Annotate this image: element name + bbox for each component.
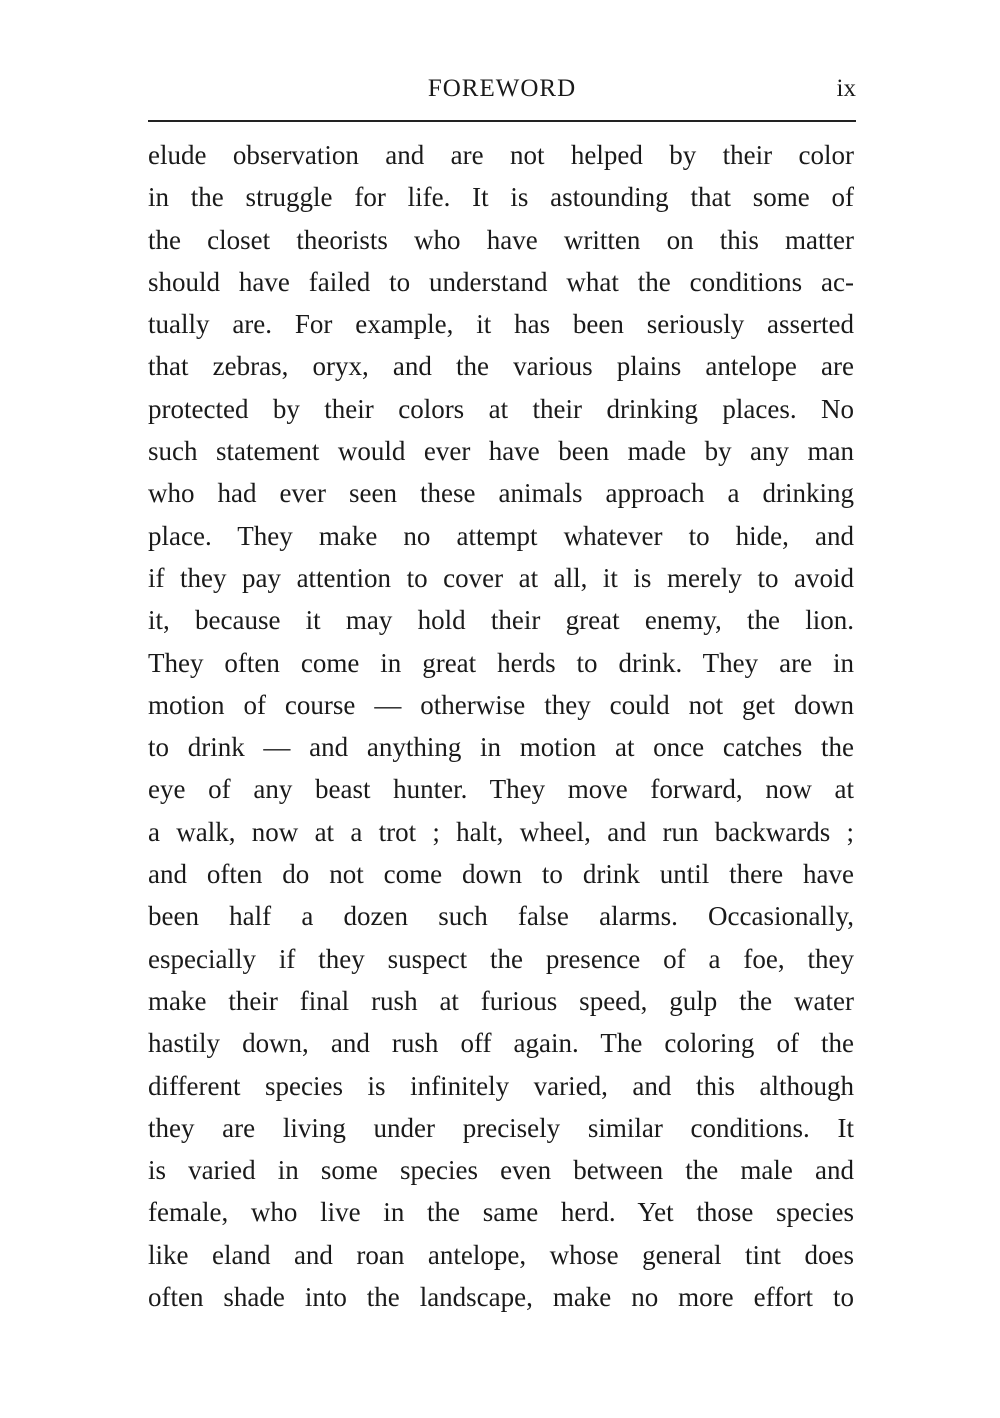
text-line: to drink — and anything in motion at once catches the (148, 732, 854, 763)
text-line: hastily down, and rush off again. The coloring of the (148, 1028, 854, 1059)
running-title: FOREWORD (427, 75, 577, 102)
body-text (148, 134, 854, 1318)
text-line: they are living under precisely similar conditions. It (148, 1112, 854, 1143)
text-line: a walk, now at a trot ; halt, wheel, and run backwards ; (148, 816, 854, 847)
running-head (148, 72, 856, 106)
text-line: the closet theorists who have written on this matter (148, 224, 854, 255)
text-line: tually are. For example, it has been seriously asserted (148, 309, 854, 340)
text-line: motion of course — otherwise they could not get down (148, 689, 854, 720)
text-line: it, because it may hold their great enemy, the lion. (148, 605, 854, 636)
text-line: especially if they suspect the presence of a foe, they (148, 943, 854, 974)
text-line: female, who live in the same herd. Yet those species (148, 1197, 854, 1228)
text-line: often shade into the landscape, make no more effort to (148, 1282, 854, 1313)
text-line: that zebras, oryx, and the various plains antelope are (148, 351, 854, 382)
text-line: place. They make no attempt whatever to hide, and (148, 520, 854, 551)
text-line: eye of any beast hunter. They move forward, now at (148, 774, 854, 805)
text-line: make their final rush at furious speed, gulp the water (148, 985, 854, 1016)
text-line: They often come in great herds to drink. They are in (148, 647, 854, 678)
text-line: is varied in some species even between the male and (148, 1155, 854, 1186)
header-rule (148, 120, 856, 122)
text-line: if they pay attention to cover at all, it is merely to avoid (148, 562, 854, 593)
text-line: in the struggle for life. It is astounding that some of (148, 182, 854, 213)
text-line: who had ever seen these animals approach a drinking (148, 478, 854, 509)
text-line: and often do not come down to drink until there have (148, 859, 854, 890)
text-line: elude observation and are not helped by their color (148, 140, 854, 170)
text-line: should have failed to understand what the conditions ac- (148, 266, 854, 297)
text-line: different species is infinitely varied, and this although (148, 1070, 854, 1101)
text-line: been half a dozen such false alarms. Occasionally, (148, 901, 854, 932)
text-line: such statement would ever have been made by any man (148, 436, 854, 467)
text-line: protected by their colors at their drinking places. No (148, 393, 854, 424)
text-line: like eland and roan antelope, whose general tint does (148, 1239, 854, 1270)
page-number: ix (836, 75, 856, 102)
